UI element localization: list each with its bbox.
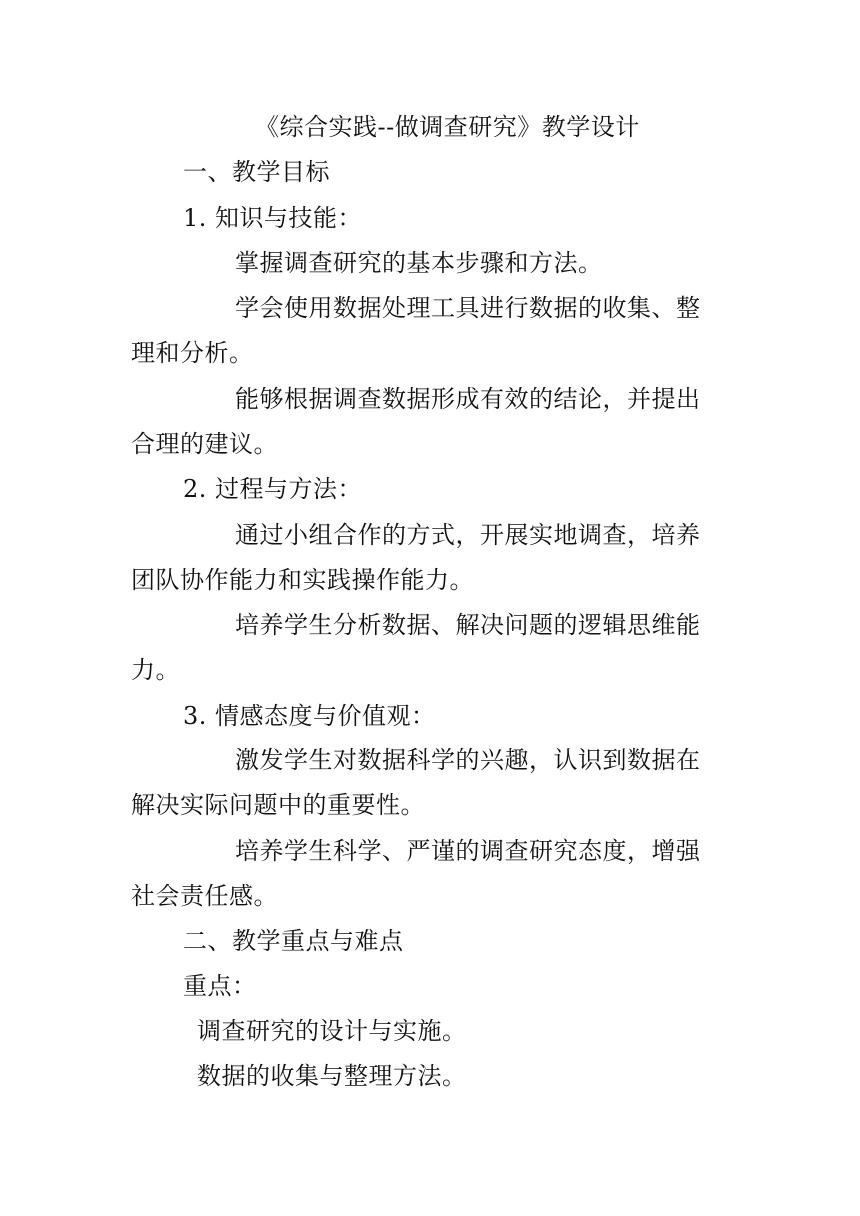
paragraph-line: 团队协作能力和实践操作能力。 (131, 566, 474, 594)
subheading-attitudes-values: 3. 情感态度与价值观： (183, 702, 436, 730)
paragraph-line: 社会责任感。 (131, 882, 278, 910)
paragraph-line: 学会使用数据处理工具进行数据的收集、整 (235, 294, 701, 322)
paragraph-line: 激发学生对数据科学的兴趣，认识到数据在 (235, 746, 701, 774)
paragraph-line: 能够根据调查数据形成有效的结论，并提出 (235, 385, 701, 413)
paragraph-line: 掌握调查研究的基本步骤和方法。 (235, 249, 603, 277)
subheading-process-methods: 2. 过程与方法： (183, 475, 363, 503)
paragraph-line: 培养学生分析数据、解决问题的逻辑思维能 (235, 611, 701, 639)
paragraph-line: 理和分析。 (131, 339, 254, 367)
document-title: 《综合实践--做调查研究》教学设计 (255, 113, 640, 141)
paragraph-line: 合理的建议。 (131, 430, 278, 458)
paragraph-line: 力。 (131, 656, 180, 684)
section-heading-key-difficult-points: 二、教学重点与难点 (183, 927, 404, 955)
key-points-label: 重点： (183, 972, 257, 1000)
paragraph-line: 通过小组合作的方式，开展实地调查，培养 (235, 521, 701, 549)
key-point-item: 数据的收集与整理方法。 (197, 1062, 467, 1090)
subheading-knowledge-skills: 1. 知识与技能： (183, 204, 363, 232)
paragraph-line: 培养学生科学、严谨的调查研究态度，增强 (235, 837, 701, 865)
section-heading-teaching-goals: 一、教学目标 (183, 158, 330, 186)
paragraph-line: 解决实际问题中的重要性。 (131, 791, 425, 819)
key-point-item: 调查研究的设计与实施。 (197, 1017, 467, 1045)
